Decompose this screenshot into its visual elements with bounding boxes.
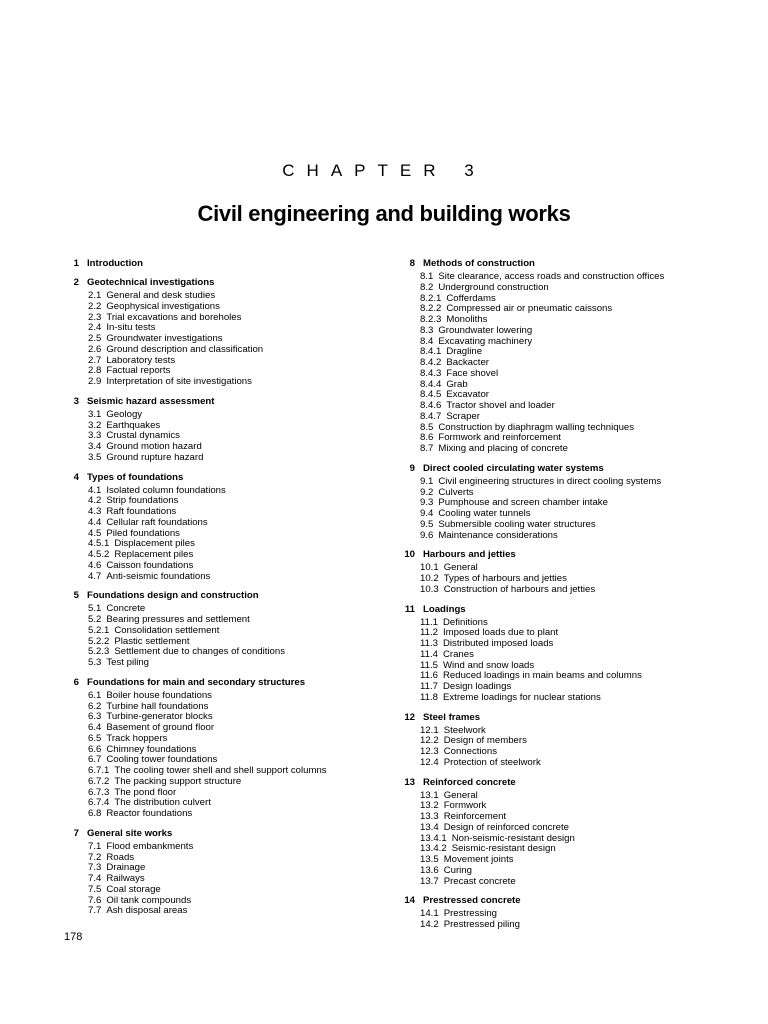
- toc-subsection: [64, 906, 394, 917]
- subsection-title: Interpretation of site investigations: [106, 376, 252, 387]
- subsection-title: Mixing and placing of concrete: [438, 443, 568, 454]
- toc-subsection: [64, 302, 394, 313]
- section-heading: [64, 677, 394, 688]
- subsection-number: 8.2: [420, 281, 434, 293]
- subsection-number: 8.3: [420, 324, 434, 336]
- subsection-title: Types of harbours and jetties: [443, 573, 567, 584]
- subsection-number: 4.5.1: [88, 538, 110, 550]
- toc-subsection: [64, 777, 394, 788]
- subsection-number: 5.1: [88, 603, 102, 615]
- subsection-title: Construction by diaphragm walling techniques: [438, 421, 635, 433]
- subsection-title: Anti-seismic foundations: [106, 570, 211, 582]
- subsection-title: Scraper: [446, 410, 480, 422]
- toc-section: [64, 396, 394, 464]
- subsection-title: Strip foundations: [106, 495, 179, 507]
- toc-subsection: [400, 531, 740, 542]
- section-title: Foundations for main and secondary structures: [87, 676, 306, 688]
- subsection-title: Formwork: [443, 800, 487, 812]
- subsection-number: 4.4: [88, 516, 102, 528]
- subsection-number: 13.4.2: [420, 843, 447, 855]
- subsection-number: 8.4.2: [420, 357, 442, 368]
- subsection-number: 2.5: [88, 333, 102, 344]
- section-number: 7: [73, 827, 79, 839]
- subsection-number: 8.1: [420, 271, 434, 282]
- subsection-title: General: [443, 562, 478, 574]
- subsection-number: 8.4: [420, 335, 434, 347]
- subsection-number: 11.5: [420, 659, 438, 671]
- subsection-title: Groundwater lowering: [438, 324, 533, 336]
- subsection-title: Pumphouse and screen chamber intake: [438, 497, 608, 509]
- subsection-number: 2.1: [88, 290, 102, 301]
- subsection-title: The cooling tower shell and shell support columns: [114, 765, 327, 776]
- subsection-title: The pond floor: [114, 786, 177, 798]
- toc-subsection: [64, 410, 394, 421]
- subsection-title: Ground rupture hazard: [106, 451, 204, 463]
- subsection-number: 4.5: [88, 527, 102, 539]
- subsection-title: Underground construction: [438, 281, 549, 293]
- subsection-number: 11.3: [420, 638, 438, 649]
- section-number: 10: [404, 549, 415, 561]
- toc-section: [64, 277, 394, 388]
- subsection-title: The distribution culvert: [114, 797, 211, 809]
- toc-subsection: [64, 377, 394, 388]
- subsection-number: 4.2: [88, 495, 102, 507]
- toc-subsection: [64, 734, 394, 745]
- subsection-number: 9.1: [420, 475, 434, 487]
- subsection-number: 13.5: [420, 854, 439, 865]
- subsection-number: 6.7.1: [88, 765, 110, 776]
- subsection-title: Imposed loads due to plant: [442, 627, 559, 639]
- subsection-title: Consolidation settlement: [114, 624, 220, 636]
- subsection-title: Ground description and classification: [106, 343, 264, 355]
- subsection-number: 11.2: [420, 627, 438, 639]
- subsection-title: Ash disposal areas: [106, 905, 188, 917]
- page-number: 178: [64, 931, 83, 943]
- subsection-title: Curing: [443, 864, 472, 876]
- subsection-title: Design loadings: [442, 681, 512, 692]
- subsection-title: Construction of harbours and jetties: [443, 583, 596, 595]
- subsection-title: Cooling water tunnels: [438, 508, 531, 519]
- subsection-number: 11.1: [420, 616, 438, 628]
- section-heading: [64, 590, 394, 601]
- subsection-title: Extreme loadings for nuclear stations: [442, 691, 601, 703]
- subsection-title: Cranes: [442, 648, 474, 660]
- subsection-title: Excavator: [446, 389, 490, 401]
- subsection-number: 10.1: [420, 562, 439, 574]
- toc-subsection: [400, 520, 740, 531]
- subsection-title: Seismic-resistant design: [451, 843, 556, 855]
- subsection-title: Chimney foundations: [106, 743, 197, 755]
- subsection-title: Maintenance considerations: [438, 529, 558, 541]
- section-number: 11: [404, 603, 415, 615]
- toc-subsection: [400, 650, 740, 661]
- subsection-title: Dragline: [446, 346, 483, 358]
- toc-subsection: [400, 477, 740, 488]
- subsection-number: 3.5: [88, 451, 102, 463]
- section-number: 6: [73, 676, 79, 688]
- chapter-title: Civil engineering and building works: [197, 201, 571, 226]
- subsection-number: 13.7: [420, 875, 439, 887]
- subsection-number: 8.5: [420, 421, 434, 433]
- subsection-title: Grab: [446, 378, 468, 390]
- subsection-number: 2.9: [88, 376, 102, 387]
- toc-subsection: [400, 693, 740, 704]
- subsection-number: 12.3: [420, 746, 439, 757]
- subsection-number: 7.3: [88, 862, 102, 874]
- section-title: General site works: [87, 827, 173, 839]
- subsection-title: Turbine-generator blocks: [106, 711, 213, 723]
- subsection-title: Piled foundations: [106, 527, 180, 539]
- subsection-number: 6.3: [88, 711, 102, 723]
- subsection-number: 5.2.1: [88, 624, 110, 636]
- section-number: 13: [404, 776, 415, 788]
- subsection-title: Protection of steelwork: [443, 756, 541, 768]
- toc-subsection: [64, 842, 394, 853]
- subsection-number: 8.4.1: [420, 346, 442, 358]
- toc-section: [400, 463, 740, 542]
- subsection-number: 5.3: [88, 657, 102, 668]
- section-title: Harbours and jetties: [423, 549, 516, 561]
- toc-subsection: [400, 585, 740, 596]
- subsection-title: Wind and snow loads: [442, 659, 535, 671]
- toc-section: [64, 677, 394, 820]
- toc-subsection: [400, 877, 740, 888]
- subsection-title: Plastic settlement: [114, 635, 190, 647]
- toc-subsection: [64, 572, 394, 583]
- section-number: 1: [73, 258, 79, 269]
- section-heading: [400, 712, 740, 723]
- section-heading: [64, 396, 394, 407]
- subsection-number: 2.6: [88, 343, 102, 355]
- subsection-number: 12.2: [420, 735, 439, 747]
- toc-section: [64, 472, 394, 583]
- subsection-number: 13.2: [420, 800, 439, 812]
- subsection-title: Drainage: [106, 862, 146, 874]
- subsection-number: 9.4: [420, 508, 434, 519]
- section-heading: [64, 828, 394, 839]
- subsection-title: Settlement due to changes of conditions: [114, 646, 286, 658]
- subsection-title: Culverts: [438, 486, 474, 498]
- subsection-number: 11.6: [420, 670, 438, 682]
- subsection-number: 3.3: [88, 430, 102, 442]
- toc-subsection: [64, 561, 394, 572]
- subsection-title: Connections: [443, 746, 498, 757]
- subsection-number: 6.6: [88, 743, 102, 755]
- subsection-number: 7.4: [88, 873, 102, 884]
- section-title: Prestressed concrete: [423, 895, 521, 907]
- subsection-title: Earthquakes: [106, 419, 161, 431]
- toc-subsection: [400, 369, 740, 380]
- subsection-number: 4.6: [88, 559, 102, 571]
- section-title: Seismic hazard assessment: [87, 395, 215, 407]
- toc-section: [400, 712, 740, 769]
- subsection-number: 9.6: [420, 529, 434, 541]
- subsection-title: Reduced loadings in main beams and columns: [442, 670, 642, 682]
- subsection-title: Geophysical investigations: [106, 300, 220, 312]
- subsection-number: 8.2.3: [420, 314, 442, 325]
- subsection-number: 6.2: [88, 700, 102, 712]
- toc-subsection: [64, 658, 394, 669]
- toc-subsection: [400, 866, 740, 877]
- subsection-number: 5.2.3: [88, 646, 110, 658]
- subsection-title: Oil tank compounds: [106, 894, 192, 906]
- subsection-title: Flood embankments: [106, 840, 194, 852]
- subsection-number: 2.3: [88, 311, 102, 323]
- section-heading: [64, 258, 394, 269]
- subsection-title: Concrete: [106, 603, 146, 615]
- section-title: Direct cooled circulating water systems: [423, 462, 604, 474]
- toc-section: [64, 590, 394, 669]
- subsection-number: 13.1: [420, 789, 439, 801]
- subsection-title: Isolated column foundations: [106, 484, 226, 496]
- subsection-title: Design of members: [443, 735, 527, 747]
- section-number: 5: [73, 590, 79, 602]
- subsection-number: 2.8: [88, 365, 102, 377]
- toc-left-column: [64, 258, 394, 917]
- subsection-number: 8.7: [420, 443, 434, 454]
- toc-subsection: [64, 885, 394, 896]
- subsection-number: 7.6: [88, 894, 102, 906]
- subsection-title: Definitions: [442, 616, 488, 628]
- subsection-number: 10.3: [420, 583, 439, 595]
- toc-subsection: [64, 345, 394, 356]
- subsection-number: 8.4.6: [420, 400, 442, 411]
- subsection-number: 6.7: [88, 754, 102, 766]
- toc-right-column: [400, 258, 740, 931]
- subsection-title: Civil engineering structures in direct cooling systems: [438, 475, 662, 487]
- toc-subsection: [400, 412, 740, 423]
- subsection-number: 3.2: [88, 419, 102, 431]
- subsection-number: 12.4: [420, 756, 439, 768]
- subsection-number: 13.4.1: [420, 832, 447, 844]
- subsection-number: 8.4.7: [420, 410, 442, 422]
- subsection-number: 8.2.2: [420, 303, 442, 315]
- toc-subsection: [400, 326, 740, 337]
- toc-section: [64, 828, 394, 917]
- section-title: Loadings: [423, 603, 466, 615]
- subsection-title: Precast concrete: [443, 875, 516, 887]
- subsection-number: 9.3: [420, 497, 434, 509]
- subsection-number: 5.2.2: [88, 635, 110, 647]
- section-number: 3: [73, 395, 79, 407]
- subsection-number: 2.2: [88, 300, 102, 312]
- subsection-title: General and desk studies: [106, 290, 216, 301]
- toc-subsection: [400, 758, 740, 769]
- subsection-title: Replacement piles: [114, 549, 194, 560]
- subsection-title: Track hoppers: [106, 732, 168, 744]
- toc-section: [400, 777, 740, 888]
- subsection-title: Displacement piles: [114, 538, 195, 550]
- subsection-title: Monoliths: [446, 314, 488, 325]
- toc-subsection: [400, 444, 740, 455]
- subsection-number: 5.2: [88, 614, 102, 625]
- subsection-title: Submersible cooling water structures: [438, 518, 596, 530]
- subsection-number: 8.2.1: [420, 292, 442, 304]
- subsection-title: Crustal dynamics: [106, 430, 180, 442]
- subsection-number: 6.4: [88, 722, 102, 733]
- subsection-number: 8.4.4: [420, 378, 442, 390]
- section-title: Steel frames: [423, 711, 481, 723]
- section-heading: [400, 463, 740, 474]
- toc-section: [400, 549, 740, 595]
- subsection-title: Ground motion hazard: [106, 441, 202, 452]
- subsection-number: 2.7: [88, 354, 102, 366]
- subsection-title: Site clearance, access roads and construction offices: [438, 271, 665, 282]
- subsection-title: Turbine hall foundations: [106, 700, 209, 712]
- subsection-title: Geology: [106, 408, 143, 420]
- subsection-title: The packing support structure: [114, 775, 242, 787]
- toc-subsection: [64, 809, 394, 820]
- subsection-number: 7.7: [88, 905, 102, 917]
- subsection-number: 2.4: [88, 322, 102, 334]
- subsection-title: Backacter: [446, 357, 490, 368]
- section-title: Geotechnical investigations: [87, 277, 215, 288]
- section-heading: [400, 549, 740, 560]
- subsection-number: 13.6: [420, 864, 439, 876]
- section-heading: [400, 604, 740, 615]
- toc-subsection: [64, 626, 394, 637]
- subsection-title: Formwork and reinforcement: [438, 432, 561, 444]
- subsection-title: Reinforcement: [443, 811, 507, 822]
- subsection-title: Reactor foundations: [106, 808, 193, 819]
- subsection-title: Design of reinforced concrete: [443, 821, 570, 833]
- toc-section: [400, 895, 740, 931]
- subsection-number: 11.8: [420, 691, 438, 703]
- subsection-number: 10.2: [420, 573, 439, 584]
- subsection-number: 8.4.5: [420, 389, 442, 401]
- subsection-number: 14.2: [420, 919, 439, 930]
- subsection-title: Bearing pressures and settlement: [106, 614, 250, 625]
- subsection-number: 4.5.2: [88, 549, 110, 560]
- subsection-title: Groundwater investigations: [106, 333, 223, 344]
- subsection-title: General: [443, 789, 478, 801]
- subsection-title: Cofferdams: [446, 292, 496, 304]
- subsection-title: Cooling tower foundations: [106, 754, 218, 766]
- section-number: 9: [409, 462, 415, 474]
- subsection-title: Factual reports: [106, 365, 171, 377]
- section-number: 2: [73, 277, 79, 288]
- subsection-number: 3.4: [88, 441, 102, 452]
- subsection-number: 6.8: [88, 808, 102, 819]
- section-title: Reinforced concrete: [423, 776, 516, 788]
- subsection-title: Tractor shovel and loader: [446, 400, 555, 411]
- subsection-number: 4.3: [88, 506, 102, 517]
- subsection-number: 4.7: [88, 570, 102, 582]
- subsection-number: 9.5: [420, 518, 434, 530]
- subsection-number: 3.1: [88, 408, 102, 420]
- section-title: Foundations design and construction: [87, 590, 259, 602]
- toc-subsection: [400, 834, 740, 845]
- section-title: Introduction: [87, 258, 143, 269]
- section-number: 12: [404, 711, 415, 723]
- subsection-title: Prestressing: [443, 908, 498, 920]
- subsection-title: Cellular raft foundations: [106, 516, 208, 528]
- subsection-title: Coal storage: [106, 883, 161, 895]
- subsection-title: Basement of ground floor: [106, 722, 215, 733]
- section-heading: [400, 258, 740, 269]
- subsection-number: 6.7.2: [88, 775, 110, 787]
- toc-subsection: [64, 518, 394, 529]
- subsection-title: Laboratory tests: [106, 354, 176, 366]
- subsection-title: Trial excavations and boreholes: [106, 311, 242, 323]
- subsection-number: 6.7.4: [88, 797, 110, 809]
- subsection-number: 11.7: [420, 681, 438, 692]
- subsection-number: 4.1: [88, 484, 102, 496]
- subsection-number: 13.3: [420, 811, 439, 822]
- chapter-label: CHAPTER 3: [282, 161, 486, 180]
- subsection-number: 6.1: [88, 689, 102, 701]
- subsection-title: Caisson foundations: [106, 559, 194, 571]
- toc-subsection: [64, 453, 394, 464]
- toc-subsection: [400, 823, 740, 834]
- subsection-number: 7.1: [88, 840, 102, 852]
- subsection-title: Distributed imposed loads: [442, 638, 554, 649]
- subsection-title: Prestressed piling: [443, 919, 520, 930]
- section-heading: [400, 895, 740, 906]
- subsection-number: 8.6: [420, 432, 434, 444]
- subsection-title: Non-seismic-resistant design: [451, 832, 575, 844]
- subsection-number: 11.4: [420, 648, 438, 660]
- subsection-title: Excavating machinery: [438, 335, 533, 347]
- subsection-number: 7.5: [88, 883, 102, 895]
- section-title: Methods of construction: [423, 258, 535, 269]
- section-number: 14: [404, 895, 415, 907]
- section-heading: [400, 777, 740, 788]
- section-title: Types of foundations: [87, 471, 184, 483]
- section-number: 8: [409, 258, 415, 269]
- subsection-number: 7.2: [88, 851, 102, 863]
- toc-subsection: [400, 920, 740, 931]
- subsection-title: Face shovel: [446, 367, 499, 379]
- section-heading: [64, 277, 394, 288]
- subsection-number: 8.4.3: [420, 367, 442, 379]
- subsection-title: In-situ tests: [106, 322, 156, 334]
- subsection-number: 9.2: [420, 486, 434, 498]
- subsection-title: Railways: [106, 873, 145, 884]
- toc-subsection: [400, 283, 740, 294]
- subsection-title: Test piling: [106, 657, 150, 668]
- section-number: 4: [73, 471, 79, 483]
- subsection-title: Roads: [106, 851, 135, 863]
- subsection-number: 12.1: [420, 724, 439, 736]
- subsection-number: 13.4: [420, 821, 439, 833]
- subsection-title: Steelwork: [443, 724, 486, 736]
- toc-section: [400, 258, 740, 455]
- toc-subsection: [64, 691, 394, 702]
- toc-section: [400, 604, 740, 704]
- subsection-title: Boiler house foundations: [106, 689, 212, 701]
- subsection-title: Raft foundations: [106, 506, 177, 517]
- section-heading: [64, 472, 394, 483]
- subsection-number: 14.1: [420, 908, 439, 920]
- subsection-title: Movement joints: [443, 854, 514, 865]
- subsection-number: 6.7.3: [88, 786, 110, 798]
- toc-section: [64, 258, 394, 269]
- subsection-title: Compressed air or pneumatic caissons: [446, 303, 613, 315]
- subsection-number: 6.5: [88, 732, 102, 744]
